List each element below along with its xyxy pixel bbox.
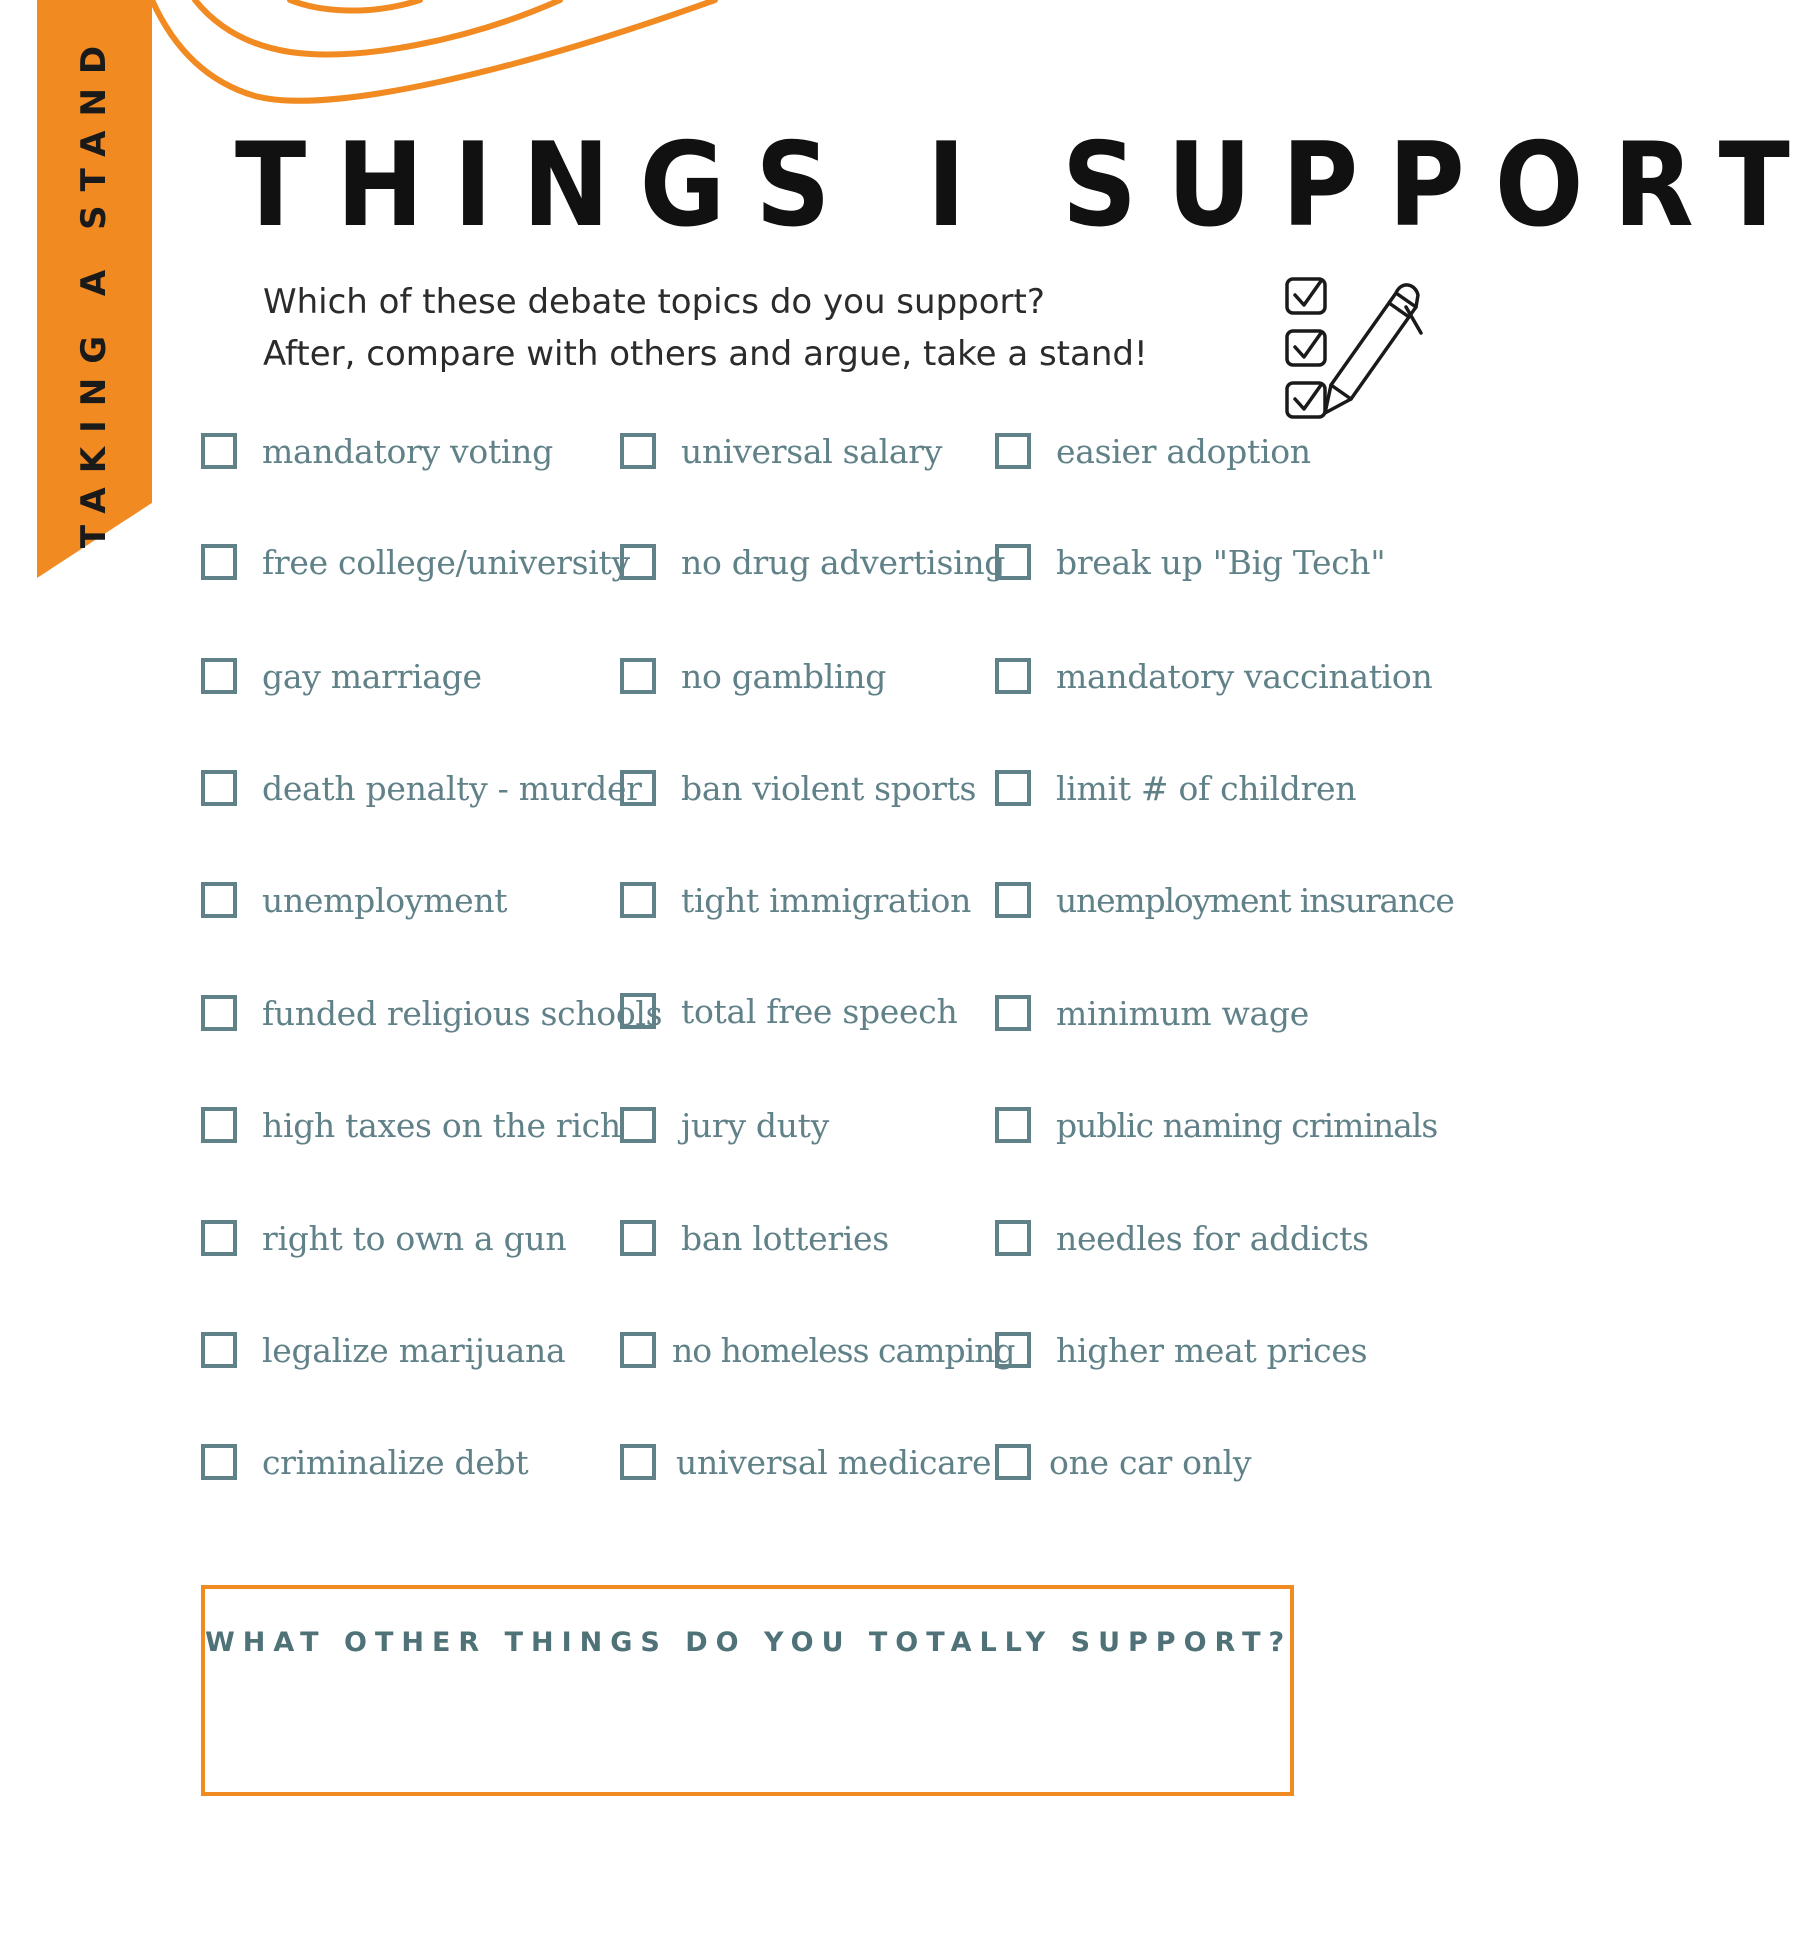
checkbox[interactable] [620, 882, 656, 918]
side-label: TAKING A STAND [74, 31, 114, 549]
topic-label: ban lotteries [681, 1218, 889, 1258]
checkbox[interactable] [995, 1220, 1031, 1256]
checkbox[interactable] [620, 1220, 656, 1256]
topic-item[interactable] [995, 425, 1311, 477]
topic-item[interactable] [620, 1436, 991, 1488]
checkbox[interactable] [201, 658, 237, 694]
checkbox[interactable] [201, 1220, 237, 1256]
topic-item[interactable] [995, 987, 1309, 1039]
topic-item[interactable] [201, 425, 553, 477]
topic-item[interactable] [995, 1212, 1369, 1264]
topic-label: break up "Big Tech" [1056, 542, 1386, 582]
checkbox[interactable] [620, 993, 656, 1029]
checkbox[interactable] [201, 995, 237, 1031]
topic-item[interactable] [995, 1436, 1251, 1488]
intro-line-2: After, compare with others and argue, take a stand! [263, 334, 1148, 374]
page-title: THINGS I SUPPORT [235, 118, 1820, 253]
topic-label: mandatory vaccination [1056, 656, 1433, 696]
checkbox[interactable] [995, 433, 1031, 469]
topic-label: no gambling [681, 656, 887, 696]
topic-item[interactable] [995, 874, 1454, 926]
topic-label: criminalize debt [262, 1442, 529, 1482]
topic-label: death penalty - murder [262, 768, 642, 808]
checkbox[interactable] [995, 1332, 1031, 1368]
checkbox[interactable] [620, 1332, 656, 1368]
intro-text [263, 276, 1148, 380]
topic-label: higher meat prices [1056, 1330, 1368, 1370]
checkbox[interactable] [620, 1107, 656, 1143]
topic-label: funded religious schools [262, 993, 663, 1033]
checkbox[interactable] [995, 995, 1031, 1031]
topic-item[interactable] [620, 1099, 829, 1151]
checkbox[interactable] [995, 882, 1031, 918]
topic-item[interactable] [620, 536, 1005, 588]
topic-item[interactable] [620, 1324, 1015, 1376]
checklist-pen-icon [1275, 275, 1425, 435]
topic-item[interactable] [201, 536, 630, 588]
topic-item[interactable] [995, 1099, 1437, 1151]
topic-label: limit # of children [1056, 768, 1357, 808]
topic-item[interactable] [620, 1212, 889, 1264]
checkbox[interactable] [201, 882, 237, 918]
topic-label: mandatory voting [262, 431, 553, 471]
topic-item[interactable] [995, 762, 1356, 814]
topic-item[interactable] [201, 1099, 621, 1151]
topic-label: free college/university [262, 542, 630, 582]
checkbox[interactable] [201, 1107, 237, 1143]
topic-label: tight immigration [681, 880, 972, 920]
topic-label: unemployment [262, 880, 508, 920]
topic-label: public naming criminals [1056, 1105, 1438, 1145]
checkbox[interactable] [995, 544, 1031, 580]
checkbox[interactable] [620, 1444, 656, 1480]
topic-label: no homeless camping [672, 1330, 1015, 1370]
checkbox[interactable] [201, 1444, 237, 1480]
checkbox[interactable] [995, 770, 1031, 806]
topic-label: one car only [1049, 1442, 1252, 1482]
topic-item[interactable] [201, 1212, 566, 1264]
checkbox[interactable] [995, 1444, 1031, 1480]
topic-item[interactable] [620, 650, 886, 702]
topic-label: legalize marijuana [262, 1330, 566, 1370]
topic-item[interactable] [201, 1324, 565, 1376]
topic-item[interactable] [201, 1436, 528, 1488]
topic-item[interactable] [201, 650, 482, 702]
topic-item[interactable] [995, 650, 1432, 702]
topic-item[interactable] [201, 762, 642, 814]
write-in-prompt: WHAT OTHER THINGS DO YOU TOTALLY SUPPORT? [205, 1627, 1293, 1658]
topic-label: high taxes on the rich [262, 1105, 621, 1145]
topic-label: right to own a gun [262, 1218, 567, 1258]
topic-label: needles for addicts [1056, 1218, 1369, 1258]
topic-label: easier adoption [1056, 431, 1311, 471]
checkbox[interactable] [620, 433, 656, 469]
topic-item[interactable] [620, 874, 971, 926]
checkbox[interactable] [201, 1332, 237, 1368]
topic-label: jury duty [681, 1105, 829, 1145]
topic-label: total free speech [681, 991, 958, 1031]
checkbox[interactable] [201, 544, 237, 580]
checkbox[interactable] [995, 658, 1031, 694]
checkbox[interactable] [995, 1107, 1031, 1143]
checkbox[interactable] [620, 770, 656, 806]
topic-item[interactable] [995, 1324, 1367, 1376]
checkbox[interactable] [201, 770, 237, 806]
topic-item[interactable] [620, 762, 976, 814]
topic-label: gay marriage [262, 656, 482, 696]
intro-line-1: Which of these debate topics do you support? [263, 282, 1045, 322]
topic-label: ban violent sports [681, 768, 977, 808]
checkbox[interactable] [201, 433, 237, 469]
write-in-box[interactable] [201, 1585, 1294, 1796]
topic-label: universal salary [681, 431, 943, 471]
topic-item[interactable] [995, 536, 1385, 588]
checkbox[interactable] [620, 544, 656, 580]
topic-label: minimum wage [1056, 993, 1309, 1033]
topic-label: no drug advertising [681, 542, 1006, 582]
topic-label: unemployment insurance [1056, 880, 1454, 920]
topic-item[interactable] [620, 985, 957, 1037]
topic-item[interactable] [620, 425, 942, 477]
topic-label: universal medicare [676, 1442, 992, 1482]
topic-item[interactable] [201, 874, 507, 926]
checkbox[interactable] [620, 658, 656, 694]
topic-item[interactable] [201, 987, 662, 1039]
